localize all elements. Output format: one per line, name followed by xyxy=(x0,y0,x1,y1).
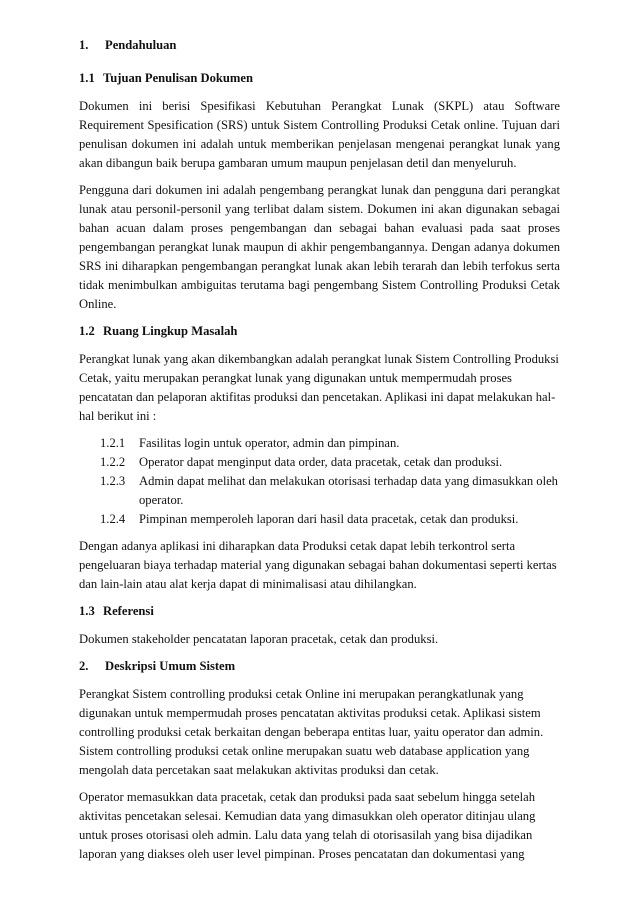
list-item xyxy=(100,472,560,510)
section-1-1-title: Tujuan Penulisan Dokumen xyxy=(103,71,254,85)
section-1-2-title: Ruang Lingkup Masalah xyxy=(103,324,238,338)
section-1-title: Pendahuluan xyxy=(105,38,177,52)
list-item-number: 1.2.3 xyxy=(100,474,126,488)
list-item-number: 1.2.4 xyxy=(100,512,126,526)
list-item-number: 1.2.2 xyxy=(100,455,126,469)
section-1-1-number: 1.1 xyxy=(79,71,95,85)
list-item xyxy=(100,434,560,453)
paragraph-reference: Dokumen stakeholder pencatatan laporan pracetak, cetak dan produksi. xyxy=(79,632,439,646)
paragraph-system-overview: Perangkat Sistem controlling produksi cetak Online ini merupakan perangkatlunak yang digunakan untuk mempermudah proses pencatatan aktivitas produksi cetak. Aplikasi sistem controlling produksi cetak berkaitan dengan beberapa entitas luar, yaitu operator dan admin. Sistem controlling produksi cetak online merupakan suatu web database application yang mengolah data percetakan saat melakukan aktivitas produksi dan cetak. xyxy=(79,687,544,777)
paragraph-purpose: Dokumen ini berisi Spesifikasi Kebutuhan Perangkat Lunak (SKPL) atau Software Requirement Spesification (SRS) untuk Sistem Controlling Produksi Cetak online. Tujuan dari penulisan dokumen ini adalah untuk memberikan penjelasan mengenai perangkat lunak yang akan dibangun baik berupa gambaran umum maupun penjelasan detil dan menyeluruh. xyxy=(79,99,560,170)
section-2-title: Deskripsi Umum Sistem xyxy=(105,659,236,673)
list-item-text: Admin dapat melihat dan melakukan otorisasi terhadap data yang dimasukkan oleh operator. xyxy=(139,474,558,507)
list-item xyxy=(100,510,560,529)
list-item-number: 1.2.1 xyxy=(100,436,126,450)
section-2-number: 2. xyxy=(79,659,89,673)
section-1-2-number: 1.2 xyxy=(79,324,95,338)
list-item-text: Pimpinan memperoleh laporan dari hasil data pracetak, cetak dan produksi. xyxy=(139,512,519,526)
section-1-3-number: 1.3 xyxy=(79,604,95,618)
section-1-1-heading xyxy=(79,69,560,88)
paragraph-system-flow: Operator memasukkan data pracetak, cetak dan produksi pada saat sebelum hingga setelah aktivitas pencetakan selesai. Kemudian data yang dimasukkan oleh operator ditinjau ulang untuk proses otorisasi oleh admin. Lalu data yang telah di otorisasilah yang bisa dijadikan laporan yang diakses oleh user level pimpinan. Proses pencatatan dan dokumentasi yang xyxy=(79,790,536,861)
list-item-text: Fasilitas login untuk operator, admin dan pimpinan. xyxy=(139,436,400,450)
scope-list xyxy=(79,434,560,529)
section-1-2-heading xyxy=(79,322,560,341)
section-1-heading xyxy=(79,36,560,55)
paragraph-scope-closing: Dengan adanya aplikasi ini diharapkan data Produksi cetak dapat lebih terkontrol serta pengeluaran biaya terhadap material yang digunakan sebagai bahan dokumentasi seperti kertas dan lain-lain atau alat kerja dapat di minimalisasi atau dihilangkan. xyxy=(79,539,557,591)
section-1-number: 1. xyxy=(79,38,89,52)
paragraph-scope-intro: Perangkat lunak yang akan dikembangkan adalah perangkat lunak Sistem Controlling Produksi Cetak, yaitu merupakan perangkat lunak yang digunakan untuk mempermudah proses pencatatan dan pelaporan aktifitas produksi dan pencetakan. Aplikasi ini dapat melakukan hal-hal berikut ini : xyxy=(79,352,559,423)
list-item xyxy=(100,453,560,472)
section-1-3-heading xyxy=(79,602,560,621)
section-2-heading xyxy=(79,657,560,676)
paragraph-users: Pengguna dari dokumen ini adalah pengembang perangkat lunak dan pengguna dari perangkat lunak atau personil-personil yang terlibat dalam sistem. Dokumen ini akan digunakan sebagai bahan acuan dalam proses pengembangan dan sebagai bahan evaluasi pada saat proses pengembangan perangkat lunak maupun di akhir pengembangannya. Dengan adanya dokumen SRS ini diharapkan pengembangan perangkat lunak akan lebih terarah dan lebih terfokus serta tidak menimbulkan ambiguitas terutama bagi pengembang Sistem Controlling Produksi Cetak Online. xyxy=(79,183,560,311)
section-1-3-title: Referensi xyxy=(103,604,154,618)
list-item-text: Operator dapat menginput data order, data pracetak, cetak dan produksi. xyxy=(139,455,503,469)
